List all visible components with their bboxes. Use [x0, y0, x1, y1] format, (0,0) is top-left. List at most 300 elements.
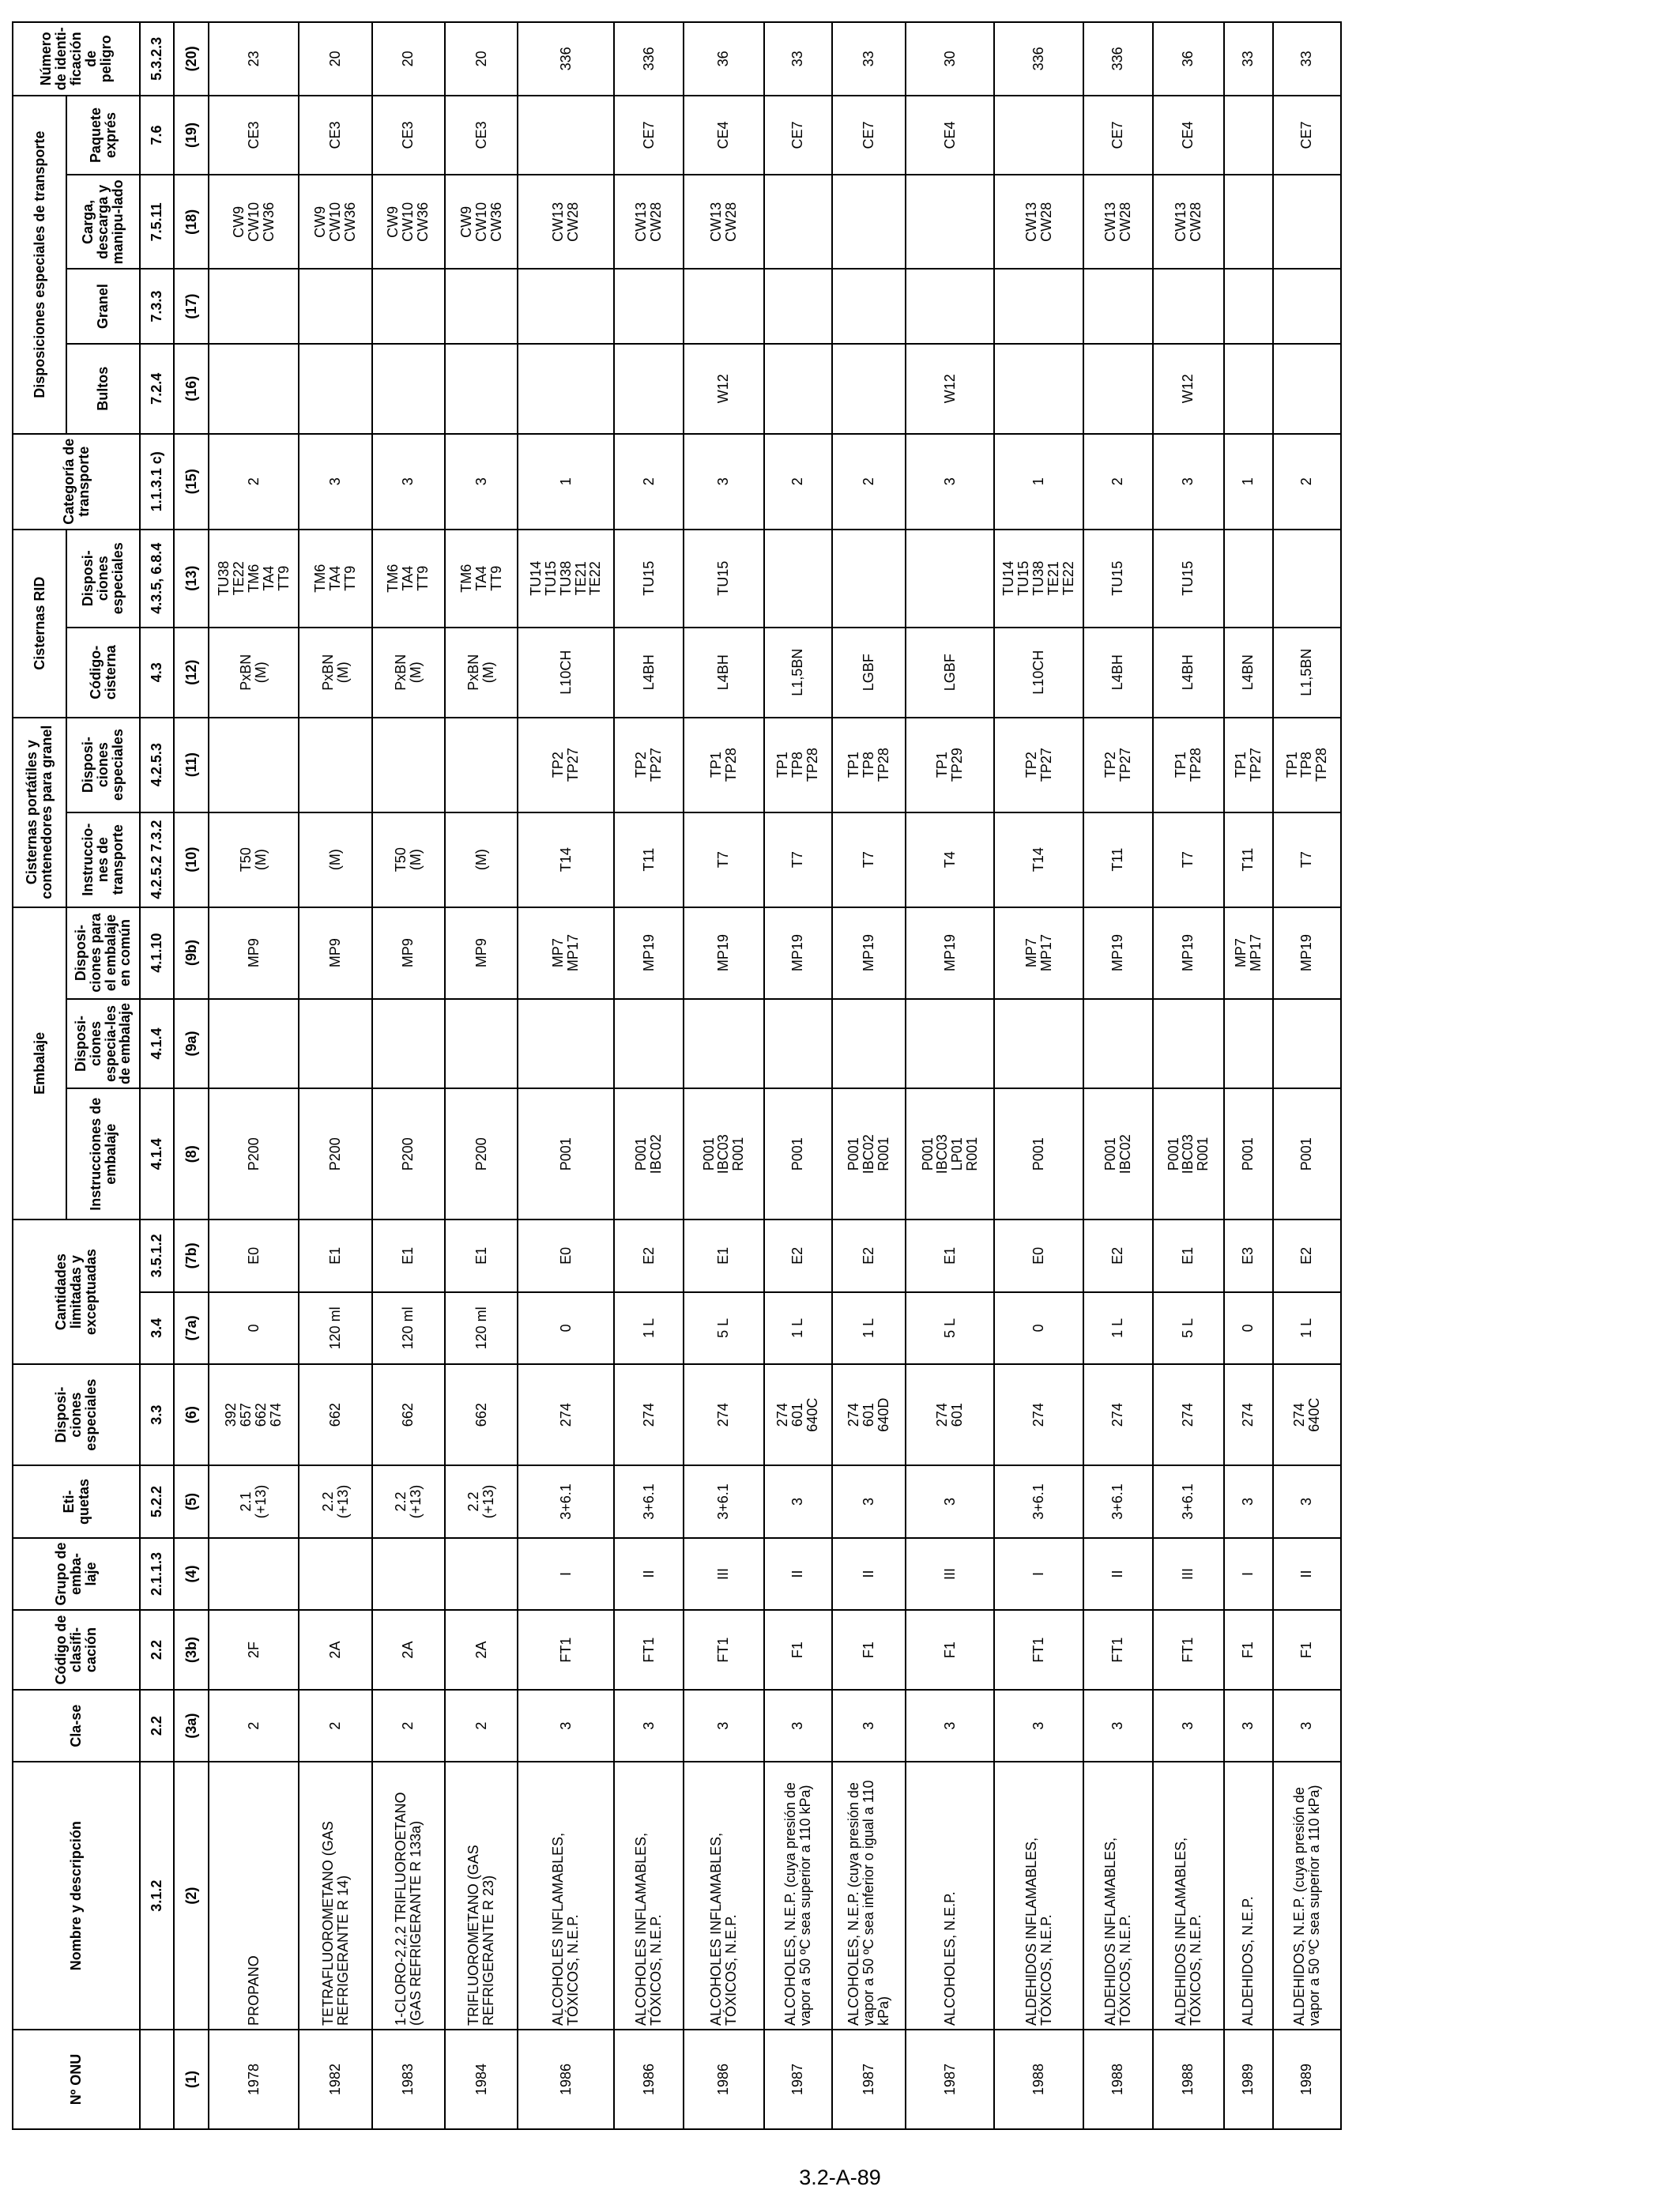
- table-row: [372, 22, 445, 2129]
- table-row: [209, 22, 299, 2129]
- labels-cell: 3+6.1: [994, 1465, 1083, 1538]
- loading-cell: CW9 CW10 CW36: [299, 175, 371, 269]
- ref-cell: 3.1.2: [140, 1762, 174, 2030]
- ref-cell: 3.4: [140, 1292, 174, 1365]
- tank-instructions-cell: T14: [994, 812, 1083, 907]
- excepted-quantity-cell: E2: [1083, 1220, 1153, 1292]
- hazard-id-cell: 20: [299, 22, 371, 96]
- un-number-cell: 1986: [684, 2030, 764, 2129]
- labels-cell: 3+6.1: [1153, 1465, 1224, 1538]
- classification-code-cell: F1: [764, 1610, 832, 1690]
- un-number-cell: 1988: [1153, 2030, 1224, 2129]
- packing-instructions-cell: P001: [994, 1088, 1083, 1220]
- excepted-quantity-cell: E2: [764, 1220, 832, 1292]
- limited-quantity-cell: 0: [209, 1292, 299, 1365]
- hazard-id-cell: 30: [906, 22, 994, 96]
- loading-cell: [1224, 175, 1273, 269]
- packing-instructions-cell: P001 IBC03 LP01 R001: [906, 1088, 994, 1220]
- tank-code-cell: LGBF: [832, 628, 906, 718]
- un-number-cell: 1987: [764, 2030, 832, 2129]
- packing-group-cell: [372, 1538, 445, 1611]
- special-provisions-cell: 662: [445, 1364, 518, 1465]
- tank-special-cell: TP1 TP8 TP28: [1273, 718, 1341, 812]
- express-cell: [994, 96, 1083, 175]
- class-cell: 2: [372, 1690, 445, 1762]
- tank-instructions-cell: T7: [764, 812, 832, 907]
- ref-cell: 3.3: [140, 1364, 174, 1465]
- item-name-cell: ALCOHOLES, N.E.P. (cuya presión de vapor a 50 ºC sea superior a 110 kPa): [764, 1762, 832, 2030]
- special-packing-cell: [518, 999, 614, 1089]
- packing-instructions-cell: P200: [372, 1088, 445, 1220]
- transport-category-cell: 3: [372, 434, 445, 530]
- special-packing-cell: [684, 999, 764, 1089]
- transport-category-cell: 3: [684, 434, 764, 530]
- ref-cell: (3a): [174, 1690, 209, 1762]
- packing-instructions-cell: P001 IBC02: [1083, 1088, 1153, 1220]
- labels-cell: 3+6.1: [684, 1465, 764, 1538]
- tank-code-cell: L4BN: [1224, 628, 1273, 718]
- rid-special-cell: TU38 TE22 TM6 TA4 TT9: [209, 530, 299, 628]
- transport-category-cell: 1: [518, 434, 614, 530]
- transport-category-cell: 2: [1083, 434, 1153, 530]
- class-cell: 3: [1273, 1690, 1341, 1762]
- ref-cell: (4): [174, 1538, 209, 1611]
- express-cell: CE3: [299, 96, 371, 175]
- tank-special-cell: TP1 TP29: [906, 718, 994, 812]
- packing-group-cell: III: [906, 1538, 994, 1611]
- special-provisions-cell: 662: [299, 1364, 371, 1465]
- un-number-cell: 1987: [906, 2030, 994, 2129]
- special-packing-cell: [299, 999, 371, 1089]
- special-packing-cell: [372, 999, 445, 1089]
- special-provisions-cell: 274 640C: [1273, 1364, 1341, 1465]
- class-cell: 3: [1083, 1690, 1153, 1762]
- item-name-cell: TRIFLUOROMETANO (GAS REFRIGERANTE R 23): [445, 1762, 518, 2030]
- tank-instructions-cell: T14: [518, 812, 614, 907]
- labels-cell: 3: [832, 1465, 906, 1538]
- ref-cell: (11): [174, 718, 209, 812]
- ref-cell: (19): [174, 96, 209, 175]
- transport-category-cell: 2: [764, 434, 832, 530]
- ref-cell: (13): [174, 530, 209, 628]
- express-cell: CE7: [832, 96, 906, 175]
- limited-quantity-cell: 0: [518, 1292, 614, 1365]
- hazard-id-cell: 33: [1273, 22, 1341, 96]
- loading-cell: CW13 CW28: [1083, 175, 1153, 269]
- special-packing-cell: [445, 999, 518, 1089]
- ref-cell: 1.1.3.1 c): [140, 434, 174, 530]
- labels-cell: 3+6.1: [518, 1465, 614, 1538]
- bulk-cell: [518, 269, 614, 344]
- ref-cell: (5): [174, 1465, 209, 1538]
- ref-cell: (10): [174, 812, 209, 907]
- class-cell: 3: [1224, 1690, 1273, 1762]
- ref-cell: (8): [174, 1088, 209, 1220]
- un-number-cell: 1983: [372, 2030, 445, 2129]
- packing-instructions-cell: P001 IBC03 R001: [1153, 1088, 1224, 1220]
- header-express: Paquete exprés: [66, 96, 140, 175]
- excepted-quantity-cell: E2: [614, 1220, 684, 1292]
- mixed-packing-cell: MP7 MP17: [518, 907, 614, 999]
- special-provisions-cell: 662: [372, 1364, 445, 1465]
- un-number-cell: 1988: [1083, 2030, 1153, 2129]
- item-name-cell: ALCOHOLES, N.E.P. (cuya presión de vapor a 50 ºC sea inferior o igual a 110 kPa): [832, 1762, 906, 2030]
- un-number-cell: 1984: [445, 2030, 518, 2129]
- un-number-cell: 1982: [299, 2030, 371, 2129]
- bulk-cell: [832, 269, 906, 344]
- tank-special-cell: [372, 718, 445, 812]
- ref-cell: (20): [174, 22, 209, 96]
- header-packages: Bultos: [66, 344, 140, 434]
- bulk-cell: [906, 269, 994, 344]
- packages-cell: [445, 344, 518, 434]
- rid-special-cell: TM6 TA4 TT9: [372, 530, 445, 628]
- classification-code-cell: 2F: [209, 1610, 299, 1690]
- ref-row: [140, 22, 174, 2129]
- item-name-cell: TETRAFLUOROMETANO (GAS REFRIGERANTE R 14): [299, 1762, 371, 2030]
- classification-code-cell: 2A: [445, 1610, 518, 1690]
- loading-cell: CW13 CW28: [994, 175, 1083, 269]
- item-name-cell: ALCOHOLES INFLAMABLES, TÓXICOS, N.E.P.: [684, 1762, 764, 2030]
- ref-cell: [140, 2030, 174, 2129]
- special-packing-cell: [1273, 999, 1341, 1089]
- class-cell: 3: [614, 1690, 684, 1762]
- header-bulk: Granel: [66, 269, 140, 344]
- tank-code-cell: PxBN (M): [209, 628, 299, 718]
- tank-instructions-cell: T4: [906, 812, 994, 907]
- ref-cell: (6): [174, 1364, 209, 1465]
- packing-group-cell: II: [764, 1538, 832, 1611]
- rid-special-cell: TU14 TU15 TU38 TE21 TE22: [994, 530, 1083, 628]
- table-row: [1083, 22, 1153, 2129]
- express-cell: CE4: [906, 96, 994, 175]
- tank-instructions-cell: T7: [832, 812, 906, 907]
- tank-code-cell: L4BH: [614, 628, 684, 718]
- transport-category-cell: 3: [445, 434, 518, 530]
- ref-cell: (15): [174, 434, 209, 530]
- packages-cell: [209, 344, 299, 434]
- ref-cell: 7.6: [140, 96, 174, 175]
- table-row: [614, 22, 684, 2129]
- ref-cell: 7.2.4: [140, 344, 174, 434]
- class-cell: 3: [832, 1690, 906, 1762]
- class-cell: 3: [994, 1690, 1083, 1762]
- loading-cell: CW9 CW10 CW36: [209, 175, 299, 269]
- excepted-quantity-cell: E0: [518, 1220, 614, 1292]
- hazard-id-cell: 20: [372, 22, 445, 96]
- special-packing-cell: [209, 999, 299, 1089]
- tank-instructions-cell: (M): [299, 812, 371, 907]
- tank-code-cell: PxBN (M): [299, 628, 371, 718]
- hazard-id-cell: 33: [1224, 22, 1273, 96]
- ref-cell: 4.1.10: [140, 907, 174, 999]
- bulk-cell: [372, 269, 445, 344]
- ref-cell: (18): [174, 175, 209, 269]
- express-cell: CE4: [1153, 96, 1224, 175]
- limited-quantity-cell: 5 L: [906, 1292, 994, 1365]
- item-name-cell: ALDEHIDOS INFLAMABLES, TÓXICOS, N.E.P.: [994, 1762, 1083, 2030]
- rid-special-cell: TU15: [684, 530, 764, 628]
- limited-quantity-cell: 1 L: [832, 1292, 906, 1365]
- packing-group-cell: II: [614, 1538, 684, 1611]
- ref-cell: (1): [174, 2030, 209, 2129]
- rid-special-cell: TU15: [1153, 530, 1224, 628]
- hazard-id-cell: 336: [994, 22, 1083, 96]
- excepted-quantity-cell: E0: [209, 1220, 299, 1292]
- packing-instructions-cell: P001: [1273, 1088, 1341, 1220]
- special-packing-cell: [994, 999, 1083, 1089]
- excepted-quantity-cell: E0: [994, 1220, 1083, 1292]
- header-packaging: Embalaje: [13, 907, 66, 1220]
- tank-instructions-cell: T50 (M): [209, 812, 299, 907]
- packing-instructions-cell: P001 IBC02: [614, 1088, 684, 1220]
- tank-code-cell: L4BH: [684, 628, 764, 718]
- tank-instructions-cell: T50 (M): [372, 812, 445, 907]
- ref-cell: (3b): [174, 1610, 209, 1690]
- packages-cell: W12: [684, 344, 764, 434]
- tank-special-cell: TP2 TP27: [994, 718, 1083, 812]
- classification-code-cell: 2A: [299, 1610, 371, 1690]
- labels-cell: 2.2 (+13): [299, 1465, 371, 1538]
- ref-cell: (2): [174, 1762, 209, 2030]
- tank-code-cell: L10CH: [994, 628, 1083, 718]
- class-cell: 2: [209, 1690, 299, 1762]
- packages-cell: [614, 344, 684, 434]
- rid-special-cell: [1224, 530, 1273, 628]
- ref-cell: (7b): [174, 1220, 209, 1292]
- tank-special-cell: TP2 TP27: [1083, 718, 1153, 812]
- loading-cell: [832, 175, 906, 269]
- loading-cell: [764, 175, 832, 269]
- mixed-packing-cell: MP19: [614, 907, 684, 999]
- header-rid-tanks: Cisternas RID: [13, 530, 66, 718]
- labels-cell: 3+6.1: [1083, 1465, 1153, 1538]
- tank-instructions-cell: T7: [1153, 812, 1224, 907]
- mixed-packing-cell: MP9: [209, 907, 299, 999]
- transport-category-cell: 3: [1153, 434, 1224, 530]
- tank-code-cell: LGBF: [906, 628, 994, 718]
- header-packing-group: Grupo de emba-laje: [13, 1538, 140, 1611]
- special-packing-cell: [614, 999, 684, 1089]
- labels-cell: 2.1 (+13): [209, 1465, 299, 1538]
- un-number-cell: 1989: [1224, 2030, 1273, 2129]
- packages-cell: W12: [906, 344, 994, 434]
- header-transport-category: Categoría de transporte: [13, 434, 140, 530]
- bulk-cell: [764, 269, 832, 344]
- excepted-quantity-cell: E1: [299, 1220, 371, 1292]
- hazard-id-cell: 336: [1083, 22, 1153, 96]
- item-name-cell: ALDEHIDOS, N.E.P. (cuya presión de vapor a 50 ºC sea superior a 110 kPa): [1273, 1762, 1341, 2030]
- loading-cell: CW13 CW28: [684, 175, 764, 269]
- special-provisions-cell: 274: [684, 1364, 764, 1465]
- special-provisions-cell: 274 601 640C: [764, 1364, 832, 1465]
- limited-quantity-cell: 0: [994, 1292, 1083, 1365]
- labels-cell: 3: [764, 1465, 832, 1538]
- transport-category-cell: 1: [994, 434, 1083, 530]
- rid-special-cell: TU15: [614, 530, 684, 628]
- hazard-id-cell: 36: [684, 22, 764, 96]
- excepted-quantity-cell: E3: [1224, 1220, 1273, 1292]
- packing-group-cell: III: [1153, 1538, 1224, 1611]
- ref-cell: (9a): [174, 999, 209, 1089]
- transport-category-cell: 2: [209, 434, 299, 530]
- header-hazard-id: Número de identi-ficación de peligro: [13, 22, 140, 96]
- header-un-no: Nº ONU: [13, 2030, 140, 2129]
- labels-cell: 2.2 (+13): [372, 1465, 445, 1538]
- express-cell: CE4: [684, 96, 764, 175]
- hazard-id-cell: 33: [832, 22, 906, 96]
- limited-quantity-cell: 120 ml: [445, 1292, 518, 1365]
- loading-cell: CW13 CW28: [1153, 175, 1224, 269]
- hazard-id-cell: 23: [209, 22, 299, 96]
- ref-cell: 3.5.1.2: [140, 1220, 174, 1292]
- ref-cell: 5.3.2.3: [140, 22, 174, 96]
- classification-code-cell: FT1: [684, 1610, 764, 1690]
- bulk-cell: [994, 269, 1083, 344]
- ref-cell: 2.2: [140, 1610, 174, 1690]
- mixed-packing-cell: MP9: [299, 907, 371, 999]
- packing-group-cell: [299, 1538, 371, 1611]
- loading-cell: [906, 175, 994, 269]
- tank-instructions-cell: T7: [684, 812, 764, 907]
- item-name-cell: ALCOHOLES INFLAMABLES, TÓXICOS, N.E.P.: [614, 1762, 684, 2030]
- tank-special-cell: TP1 TP28: [684, 718, 764, 812]
- packing-instructions-cell: P001 IBC02 R001: [832, 1088, 906, 1220]
- special-provisions-cell: 274 601: [906, 1364, 994, 1465]
- special-packing-cell: [764, 999, 832, 1089]
- special-provisions-cell: 392 657 662 674: [209, 1364, 299, 1465]
- item-name-cell: ALCOHOLES, N.E.P.: [906, 1762, 994, 2030]
- express-cell: CE3: [372, 96, 445, 175]
- mixed-packing-cell: MP19: [764, 907, 832, 999]
- ref-cell: 2.1.1.3: [140, 1538, 174, 1611]
- tank-special-cell: [209, 718, 299, 812]
- un-number-cell: 1988: [994, 2030, 1083, 2129]
- table-row: [832, 22, 906, 2129]
- item-name-cell: ALCOHOLES INFLAMABLES, TÓXICOS, N.E.P.: [518, 1762, 614, 2030]
- labels-cell: 3: [906, 1465, 994, 1538]
- packing-group-cell: II: [832, 1538, 906, 1611]
- classification-code-cell: 2A: [372, 1610, 445, 1690]
- packing-group-cell: I: [994, 1538, 1083, 1611]
- header-tank-special: Disposi-ciones especiales: [66, 530, 140, 628]
- packing-group-cell: II: [1273, 1538, 1341, 1611]
- special-provisions-cell: 274: [1153, 1364, 1224, 1465]
- special-packing-cell: [906, 999, 994, 1089]
- mixed-packing-cell: MP19: [906, 907, 994, 999]
- classification-code-cell: FT1: [1083, 1610, 1153, 1690]
- special-packing-cell: [1224, 999, 1273, 1089]
- special-provisions-cell: 274: [1224, 1364, 1273, 1465]
- hazard-id-cell: 20: [445, 22, 518, 96]
- ref-cell: 2.2: [140, 1690, 174, 1762]
- packing-instructions-cell: P001 IBC03 R001: [684, 1088, 764, 1220]
- class-cell: 3: [906, 1690, 994, 1762]
- tank-code-cell: L1,5BN: [764, 628, 832, 718]
- class-cell: 3: [684, 1690, 764, 1762]
- express-cell: [1224, 96, 1273, 175]
- class-cell: 2: [299, 1690, 371, 1762]
- bulk-cell: [1153, 269, 1224, 344]
- transport-category-cell: 2: [614, 434, 684, 530]
- header-special-packing: Disposi-ciones especia-les de embalaje: [66, 999, 140, 1089]
- ref-cell: 4.2.5.2 7.3.2: [140, 812, 174, 907]
- mixed-packing-cell: MP19: [1083, 907, 1153, 999]
- bulk-cell: [299, 269, 371, 344]
- loading-cell: CW13 CW28: [518, 175, 614, 269]
- item-name-cell: 1-CLORO-2,2,2 TRIFLUOROETANO (GAS REFRIGERANTE R 133a): [372, 1762, 445, 2030]
- classification-code-cell: F1: [1273, 1610, 1341, 1690]
- table-row: [684, 22, 764, 2129]
- tank-special-cell: [445, 718, 518, 812]
- ref-cell: (9b): [174, 907, 209, 999]
- packages-cell: [1224, 344, 1273, 434]
- packing-instructions-cell: P200: [445, 1088, 518, 1220]
- item-name-cell: ALDEHIDOS INFLAMABLES, TÓXICOS, N.E.P.: [1083, 1762, 1153, 2030]
- header-special-provisions: Disposi-ciones especiales: [13, 1364, 140, 1465]
- bulk-cell: [445, 269, 518, 344]
- table-row: [1153, 22, 1224, 2129]
- limited-quantity-cell: 120 ml: [372, 1292, 445, 1365]
- packing-group-cell: I: [518, 1538, 614, 1611]
- table-body: [140, 22, 1341, 2129]
- tank-special-cell: TP1 TP8 TP28: [832, 718, 906, 812]
- header-labels: Eti-quetas: [13, 1465, 140, 1538]
- limited-quantity-cell: 5 L: [1153, 1292, 1224, 1365]
- un-number-cell: 1986: [614, 2030, 684, 2129]
- excepted-quantity-cell: E1: [906, 1220, 994, 1292]
- express-cell: CE7: [1083, 96, 1153, 175]
- header-limited-quantities: Cantidades limitadas y exceptuadas: [13, 1220, 140, 1364]
- classification-code-cell: F1: [906, 1610, 994, 1690]
- tank-code-cell: PxBN (M): [445, 628, 518, 718]
- mixed-packing-cell: MP19: [684, 907, 764, 999]
- express-cell: CE7: [764, 96, 832, 175]
- transport-category-cell: 3: [299, 434, 371, 530]
- class-cell: 3: [764, 1690, 832, 1762]
- packing-instructions-cell: P001: [1224, 1088, 1273, 1220]
- un-number-cell: 1989: [1273, 2030, 1341, 2129]
- item-name-cell: ALDEHIDOS INFLAMABLES, TÓXICOS, N.E.P.: [1153, 1762, 1224, 2030]
- special-provisions-cell: 274: [614, 1364, 684, 1465]
- header-tank-code: Código-cisterna: [66, 628, 140, 718]
- tank-special-cell: [299, 718, 371, 812]
- classification-code-cell: FT1: [614, 1610, 684, 1690]
- tank-code-cell: L4BH: [1153, 628, 1224, 718]
- header-mixed-packing: Disposi-ciones para el embalaje en común: [66, 907, 140, 999]
- tank-instructions-cell: (M): [445, 812, 518, 907]
- packages-cell: [994, 344, 1083, 434]
- rid-special-cell: [764, 530, 832, 628]
- labels-cell: 2.2 (+13): [445, 1465, 518, 1538]
- limited-quantity-cell: 1 L: [764, 1292, 832, 1365]
- tank-special-cell: TP2 TP27: [614, 718, 684, 812]
- packages-cell: [764, 344, 832, 434]
- table-row: [906, 22, 994, 2129]
- labels-cell: 3: [1273, 1465, 1341, 1538]
- tank-instructions-cell: T11: [1224, 812, 1273, 907]
- loading-cell: CW9 CW10 CW36: [445, 175, 518, 269]
- header-tank-instructions: Instruccio-nes de transporte: [66, 812, 140, 907]
- hazard-id-cell: 33: [764, 22, 832, 96]
- special-packing-cell: [832, 999, 906, 1089]
- packages-cell: [1273, 344, 1341, 434]
- special-provisions-cell: 274 601 640D: [832, 1364, 906, 1465]
- header-packing-instructions: Instrucciones de embalaje: [66, 1088, 140, 1220]
- special-packing-cell: [1083, 999, 1153, 1089]
- item-name-cell: ALDEHIDOS, N.E.P.: [1224, 1762, 1273, 2030]
- un-number-cell: 1987: [832, 2030, 906, 2129]
